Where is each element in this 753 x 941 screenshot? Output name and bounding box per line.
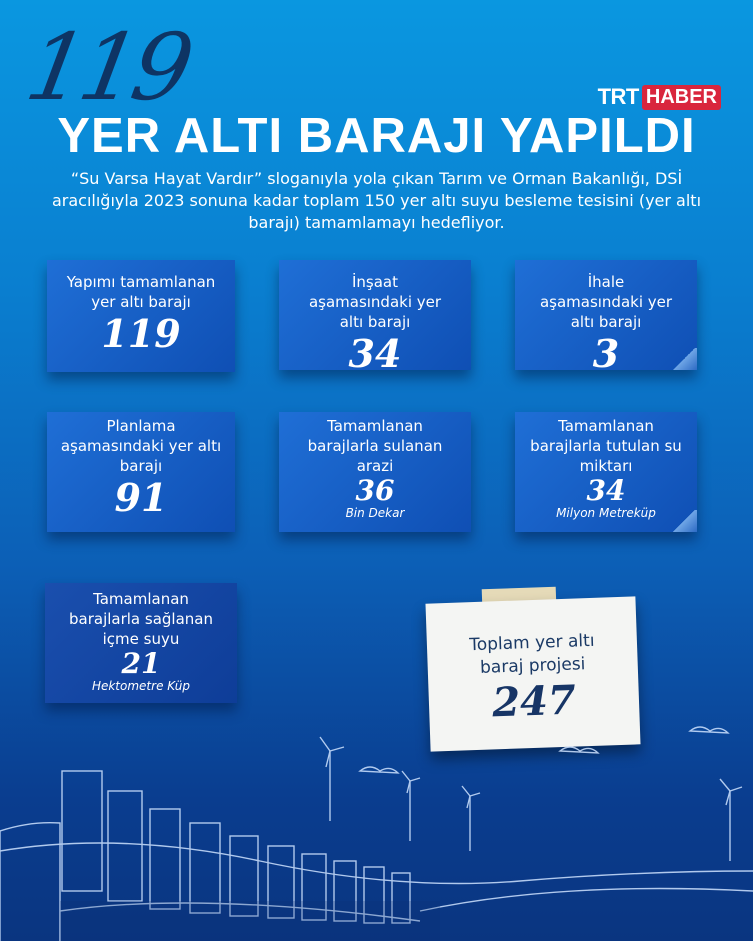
card-tender	[515, 260, 697, 376]
trt-haber-logo	[598, 84, 721, 110]
big-number-119: 119	[18, 14, 196, 121]
card-value: 119	[101, 311, 181, 356]
logo-trt: TRT	[597, 84, 639, 109]
card-irrigated-land	[279, 412, 471, 532]
card-unit: Bin Dekar	[345, 506, 405, 520]
total-label: Toplam yer altı baraj projesi	[468, 630, 595, 678]
card-label: Tamamlanan barajlarla sağlanan içme suyu	[69, 590, 213, 648]
card-label: İnşaat aşamasındaki yer altı barajı	[308, 273, 442, 331]
card-value: 21	[121, 647, 161, 680]
card-value: 34	[348, 331, 402, 376]
card-value: 91	[114, 475, 168, 520]
headline: YER ALTI BARAJI YAPILDI	[57, 109, 696, 163]
card-label: Planlama aşamasındaki yer altı barajı	[60, 417, 222, 475]
card-planning	[47, 412, 235, 532]
card-label: İhale aşamasındaki yer altı barajı	[539, 273, 673, 331]
card-unit: Milyon Metreküp	[556, 506, 656, 520]
logo-haber: HABER	[642, 85, 721, 110]
dam-illustration	[0, 711, 753, 941]
card-value: 3	[592, 331, 620, 376]
card-value: 34	[586, 474, 626, 507]
card-label: Yapımı tamamlanan yer altı barajı	[66, 273, 216, 311]
card-label: Tamamlanan barajlarla sulanan arazi	[307, 417, 443, 475]
card-completed	[47, 260, 235, 372]
card-unit: Hektometre Küp	[91, 679, 191, 693]
intro-text: “Su Varsa Hayat Vardır” sloganıyla yola çıkan Tarım ve Orman Bakanlığı, DSİ aracılığıyla 2023 sonuna kadar toplam 150 yer altı suyu besleme tesisini (yer altı barajı) tamamlamayı hedefliyor.	[51, 169, 702, 232]
card-label: Tamamlanan barajlarla tutulan su miktarı	[530, 417, 682, 475]
total-value: 247	[491, 676, 577, 727]
card-value: 36	[355, 474, 395, 507]
card-water-held	[515, 412, 697, 532]
card-construction	[279, 260, 471, 376]
card-drinking-water	[45, 583, 237, 703]
